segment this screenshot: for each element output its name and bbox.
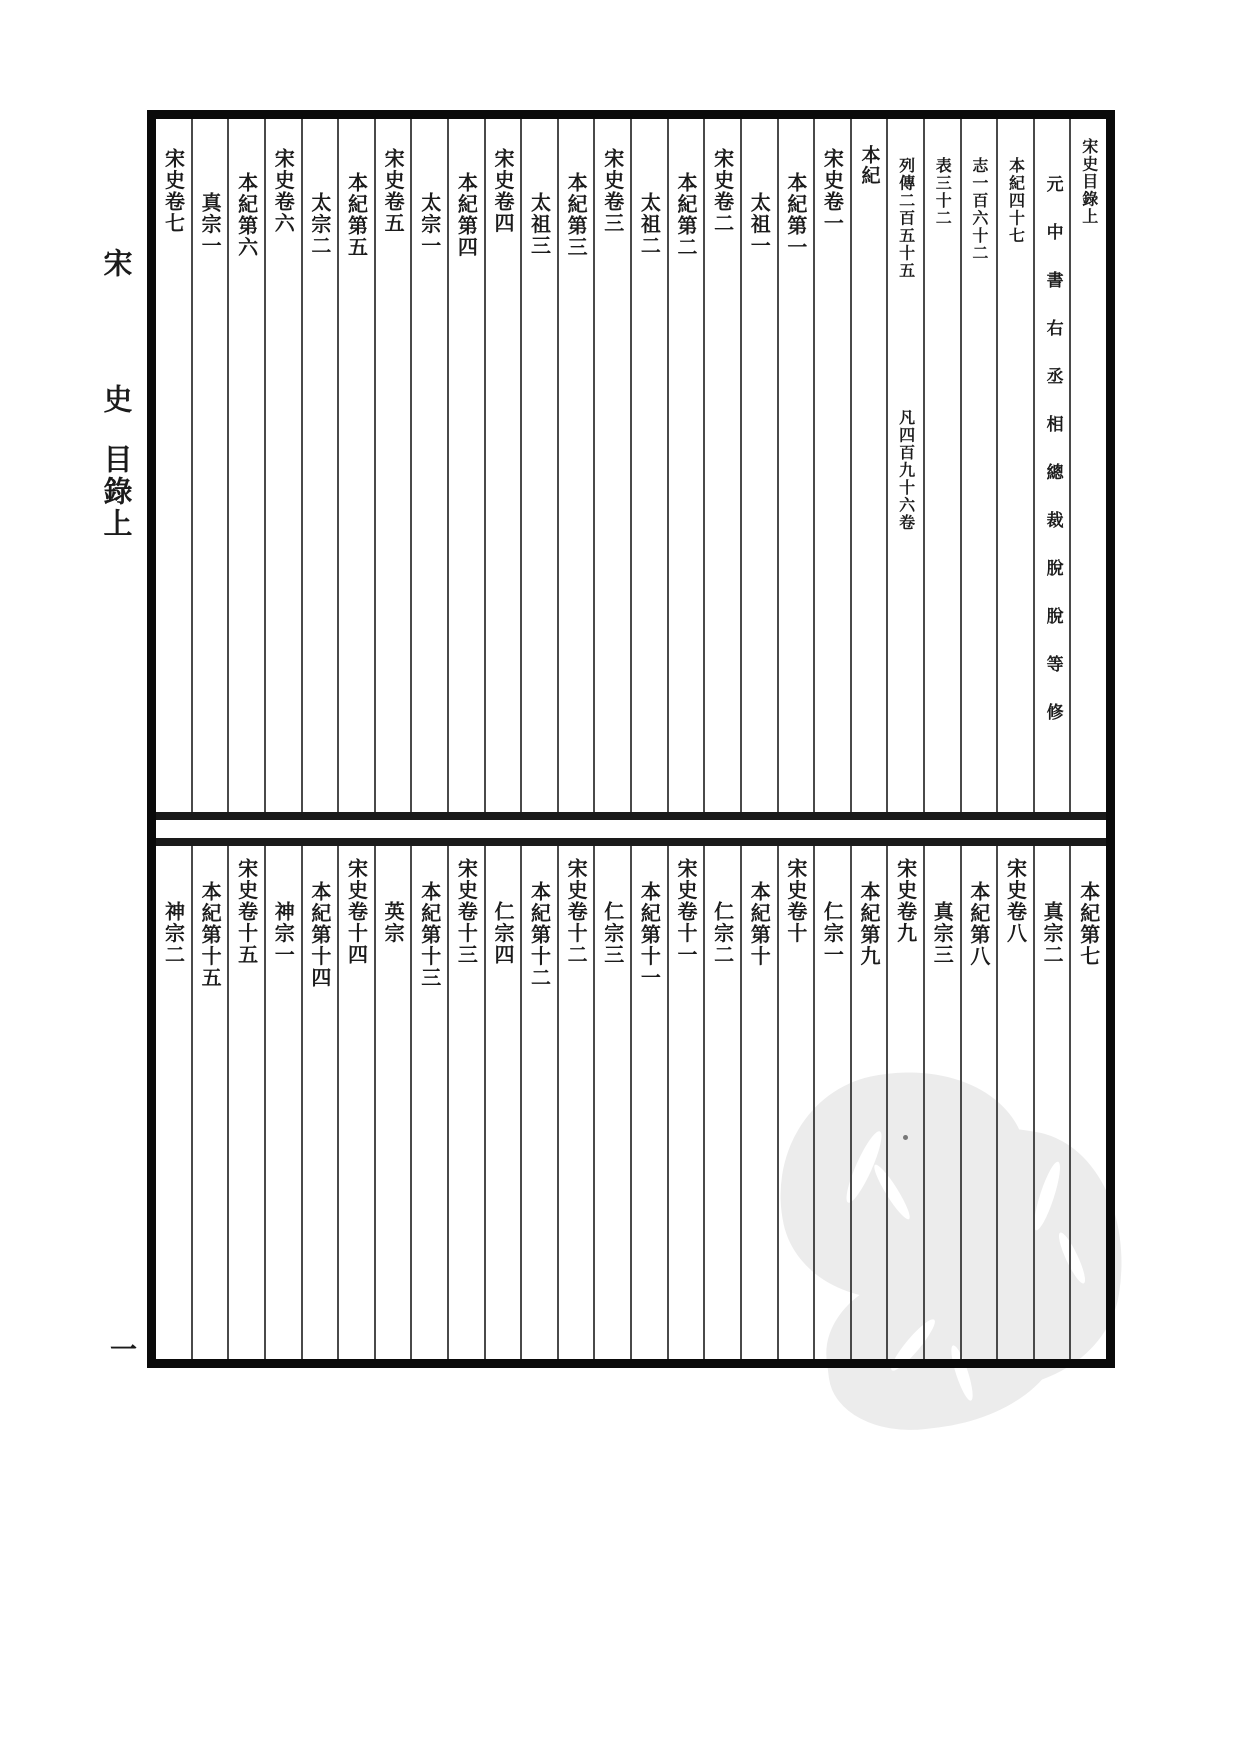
toc-column xyxy=(779,846,816,1359)
toc-column xyxy=(376,846,413,1359)
column-text: 宋史卷十一 xyxy=(673,858,698,966)
toc-column xyxy=(888,119,925,812)
toc-column xyxy=(1071,846,1106,1359)
column-text: 本紀第十一 xyxy=(637,881,662,989)
column-text: 英宗 xyxy=(381,901,406,944)
toc-column xyxy=(193,119,230,812)
toc-column xyxy=(632,846,669,1359)
column-text: 真宗二 xyxy=(1040,901,1065,966)
toc-column xyxy=(559,846,596,1359)
toc-column xyxy=(229,119,266,812)
toc-column xyxy=(632,119,669,812)
column-text: 宋史卷十五 xyxy=(234,858,259,966)
margin-title-char: 宋 xyxy=(99,248,134,280)
upper-panel xyxy=(156,119,1106,812)
column-text: 宋史卷七 xyxy=(161,148,186,234)
column-text: 志一百六十二 xyxy=(969,157,989,262)
column-text: 本紀第二 xyxy=(673,172,698,258)
column-text: 太宗一 xyxy=(417,192,442,257)
toc-column xyxy=(1035,119,1072,812)
column-text: 宋史卷十四 xyxy=(344,858,369,966)
column-text: 真宗三 xyxy=(930,901,955,966)
toc-column xyxy=(815,119,852,812)
margin-title xyxy=(96,248,136,540)
column-text: 本紀第十三 xyxy=(417,881,442,989)
column-text: 太祖二 xyxy=(637,192,662,257)
toc-column xyxy=(266,846,303,1359)
column-text: 宋史卷十二 xyxy=(564,858,589,966)
toc-column xyxy=(156,846,193,1359)
toc-column xyxy=(303,846,340,1359)
toc-column xyxy=(1035,846,1072,1359)
toc-column xyxy=(742,846,779,1359)
margin-title-char: 目錄上 xyxy=(99,444,134,540)
column-text: 本紀四十七 xyxy=(1006,157,1026,245)
toc-column xyxy=(486,846,523,1359)
column-text: 本紀第七 xyxy=(1076,881,1101,967)
ink-speck xyxy=(903,1135,908,1140)
toc-column xyxy=(449,119,486,812)
panel-divider xyxy=(156,812,1106,846)
column-text: 本紀第一 xyxy=(783,172,808,258)
column-text: 宋史卷八 xyxy=(1003,858,1028,944)
column-text: 太祖三 xyxy=(527,192,552,257)
content-frame xyxy=(147,110,1115,1368)
column-text: 宋史卷六 xyxy=(271,148,296,234)
toc-column xyxy=(669,119,706,812)
column-text: 真宗一 xyxy=(198,192,223,257)
toc-column xyxy=(193,846,230,1359)
toc-column xyxy=(962,119,999,812)
column-text: 宋史卷十三 xyxy=(454,858,479,966)
column-text: 仁宗一 xyxy=(820,901,845,966)
toc-column xyxy=(1071,119,1106,812)
column-text: 宋史卷三 xyxy=(600,148,625,234)
column-text: 宋史卷五 xyxy=(381,148,406,234)
column-text: 神宗二 xyxy=(161,901,186,966)
column-text: 仁宗二 xyxy=(710,901,735,966)
column-text: 元中書右丞相總裁脫脫等修 xyxy=(1042,175,1063,751)
toc-column xyxy=(229,846,266,1359)
column-text: 本紀第八 xyxy=(966,881,991,967)
toc-column xyxy=(888,846,925,1359)
column-text: 宋史卷四 xyxy=(490,148,515,234)
toc-column xyxy=(852,119,889,812)
column-text: 太宗二 xyxy=(307,192,332,257)
column-text: 仁宗四 xyxy=(490,901,515,966)
toc-column xyxy=(339,846,376,1359)
toc-column xyxy=(925,846,962,1359)
lower-panel xyxy=(156,846,1106,1359)
toc-column xyxy=(925,119,962,812)
toc-column xyxy=(742,119,779,812)
column-text: 太祖一 xyxy=(747,192,772,257)
column-text: 列傳二百五十五 xyxy=(896,157,916,280)
column-text: 本紀第九 xyxy=(857,881,882,967)
toc-column xyxy=(339,119,376,812)
toc-column xyxy=(156,119,193,812)
toc-column xyxy=(449,846,486,1359)
toc-column xyxy=(522,119,559,812)
column-text: 神宗一 xyxy=(271,901,296,966)
toc-column xyxy=(962,846,999,1359)
toc-column xyxy=(595,119,632,812)
column-text: 本紀第十四 xyxy=(307,881,332,989)
toc-column xyxy=(522,846,559,1359)
toc-column xyxy=(595,846,632,1359)
toc-column xyxy=(486,119,523,812)
toc-column xyxy=(669,846,706,1359)
column-text: 宋史卷一 xyxy=(820,148,845,234)
column-text: 本紀第十二 xyxy=(527,881,552,989)
column-text: 本紀第十五 xyxy=(198,881,223,989)
column-text: 本紀第三 xyxy=(564,172,589,258)
page-number: 一 xyxy=(110,1335,137,1366)
column-text: 本紀第十 xyxy=(747,881,772,967)
toc-column xyxy=(303,119,340,812)
column-text: 本紀第四 xyxy=(454,172,479,258)
column-text: 本紀 xyxy=(858,145,881,186)
toc-column xyxy=(412,119,449,812)
toc-column xyxy=(412,846,449,1359)
toc-column xyxy=(815,846,852,1359)
column-text: 本紀第五 xyxy=(344,172,369,258)
column-text: 仁宗三 xyxy=(600,901,625,966)
toc-column xyxy=(559,119,596,812)
toc-column xyxy=(705,119,742,812)
toc-column xyxy=(266,119,303,812)
column-text: 本紀第六 xyxy=(234,172,259,258)
column-text: 宋史卷十 xyxy=(783,858,808,944)
toc-column xyxy=(998,119,1035,812)
toc-column xyxy=(852,846,889,1359)
column-text: 凡四百九十六卷 xyxy=(896,408,916,531)
toc-column xyxy=(998,846,1035,1359)
column-text: 表三十二 xyxy=(933,157,953,227)
toc-column xyxy=(779,119,816,812)
column-text: 宋史卷九 xyxy=(893,858,918,944)
margin-title-char: 史 xyxy=(99,384,134,416)
column-text: 宋史目錄上 xyxy=(1079,138,1099,226)
column-text: 宋史卷二 xyxy=(710,148,735,234)
toc-column xyxy=(376,119,413,812)
toc-column xyxy=(705,846,742,1359)
